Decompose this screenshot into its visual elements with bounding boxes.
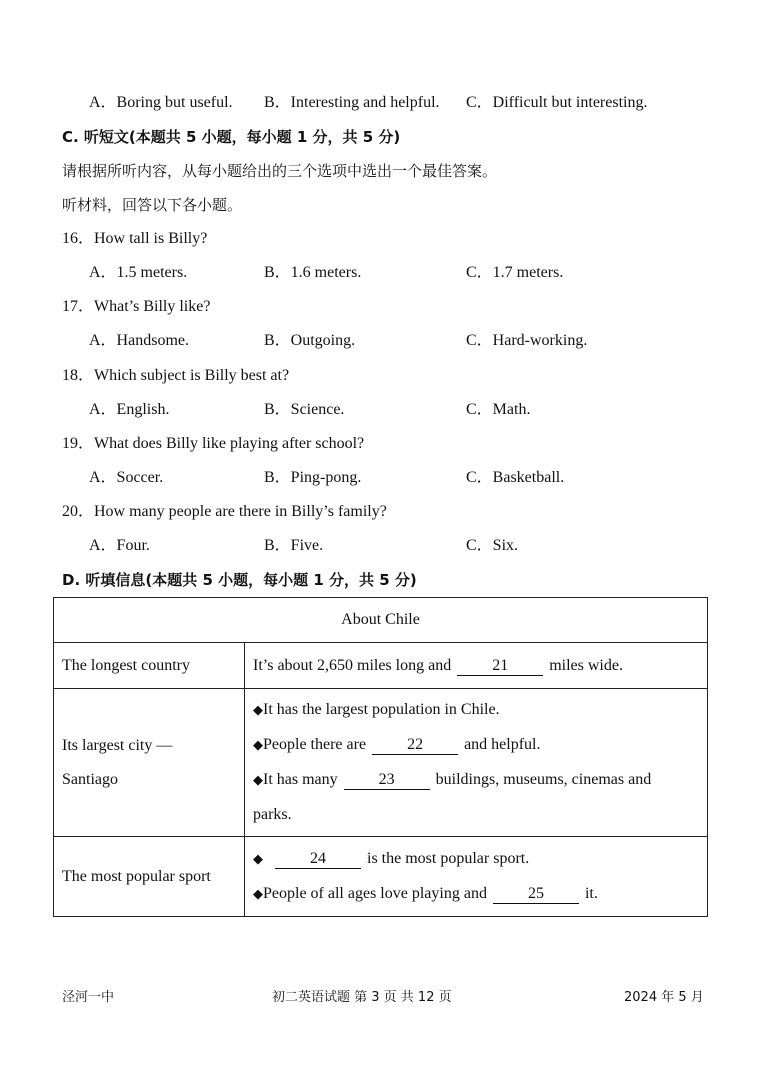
city-bullet-1 — [253, 693, 699, 728]
answer-blank-23[interactable]: 23 — [344, 771, 430, 790]
row-longest-country-content — [245, 643, 708, 689]
question-20-option-c: C．Six. — [466, 537, 519, 554]
largest-city-label-line2: Santiago — [62, 770, 118, 788]
answer-blank-25[interactable]: 25 — [493, 885, 579, 904]
question-18-option-c: C．Math. — [466, 401, 531, 418]
row1-text-post: miles wide. — [549, 656, 623, 674]
row1-text-pre: It’s about 2,650 miles long and — [253, 656, 452, 674]
question-19: 19．What does Billy like playing after school? — [62, 435, 365, 452]
city-bullet-2-post: and helpful. — [464, 736, 541, 753]
question-18-option-b: B．Science. — [264, 401, 345, 418]
sport-bullet-1-post: is the most popular sport. — [367, 849, 530, 867]
city-bullet-3-continuation: parks. — [253, 806, 292, 823]
section-c-title: C. 听短文(本题共 5 小题，每小题 1 分，共 5 分) — [62, 128, 401, 146]
question-16-option-a: A．1.5 meters. — [89, 264, 188, 281]
city-bullet-3-pre: It has many — [263, 771, 338, 788]
question-17-option-c: C．Hard-working. — [466, 332, 588, 349]
diamond-bullet-icon: ◆ — [253, 773, 263, 788]
question-20-option-a: A．Four. — [89, 537, 150, 554]
chile-info-table — [53, 597, 708, 917]
diamond-bullet-icon: ◆ — [253, 703, 263, 718]
row-largest-city-label — [54, 689, 245, 837]
option-c: C．Difficult but interesting. — [466, 94, 648, 111]
option-a: A．Boring but useful. — [89, 94, 233, 111]
city-bullet-2 — [253, 728, 699, 763]
row-popular-sport-content — [245, 837, 708, 917]
table-title: About Chile — [54, 598, 708, 643]
diamond-bullet-icon: ◆ — [253, 851, 263, 867]
section-c-sub-instruction: 听材料，回答以下各小题。 — [62, 196, 243, 214]
option-b: B．Interesting and helpful. — [264, 94, 440, 111]
largest-city-label-line1: Its largest city — — [62, 736, 173, 754]
row-popular-sport-label: The most popular sport — [54, 837, 245, 917]
footer-school: 泾河一中 — [62, 990, 115, 1005]
diamond-bullet-icon: ◆ — [253, 886, 263, 902]
question-20: 20．How many people are there in Billy’s family? — [62, 503, 387, 520]
sport-bullet-2-post: it. — [584, 884, 598, 902]
question-17-option-a: A．Handsome. — [89, 332, 189, 349]
question-19-option-a: A．Soccer. — [89, 469, 164, 486]
question-19-option-c: C．Basketball. — [466, 469, 565, 486]
sport-bullet-2-pre: People of all ages love playing and — [263, 884, 487, 902]
section-d-title: D. 听填信息(本题共 5 小题，每小题 1 分，共 5 分) — [62, 571, 417, 589]
footer-date: 2024 年 5 月 — [624, 990, 704, 1005]
row-longest-country-label: The longest country — [54, 643, 245, 689]
question-18: 18．Which subject is Billy best at? — [62, 367, 290, 384]
diamond-bullet-icon: ◆ — [253, 738, 263, 753]
answer-blank-22[interactable]: 22 — [372, 736, 458, 755]
question-19-option-b: B．Ping-pong. — [264, 469, 362, 486]
question-17-option-b: B．Outgoing. — [264, 332, 356, 349]
sport-bullet-2 — [253, 877, 699, 912]
question-16: 16．How tall is Billy? — [62, 230, 208, 247]
answer-blank-24[interactable]: 24 — [275, 850, 361, 869]
footer-page-info: 初二英语试题 第 3 页 共 12 页 — [272, 990, 452, 1005]
city-bullet-2-pre: People there are — [263, 736, 367, 753]
question-17: 17．What’s Billy like? — [62, 298, 211, 315]
question-20-option-b: B．Five. — [264, 537, 324, 554]
section-c-instruction: 请根据所听内容，从每小题给出的三个选项中选出一个最佳答案。 — [62, 162, 498, 180]
city-bullet-1-text: It has the largest population in Chile. — [263, 701, 500, 718]
question-18-option-a: A．English. — [89, 401, 170, 418]
answer-blank-21[interactable]: 21 — [457, 657, 543, 676]
question-16-option-c: C．1.7 meters. — [466, 264, 564, 281]
question-16-option-b: B．1.6 meters. — [264, 264, 362, 281]
city-bullet-3 — [253, 763, 699, 798]
row-largest-city-content — [245, 689, 708, 837]
city-bullet-3-post: buildings, museums, cinemas and — [435, 771, 652, 788]
sport-bullet-1 — [253, 842, 699, 877]
